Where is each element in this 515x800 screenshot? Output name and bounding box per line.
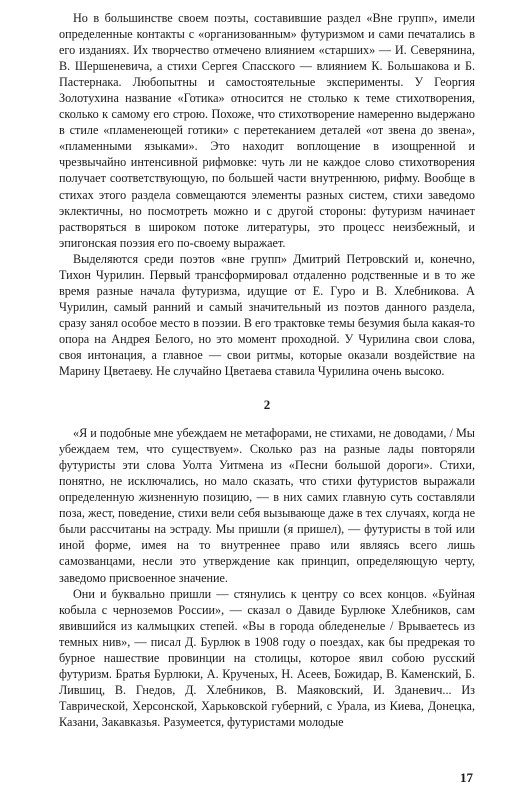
section-number: 2	[263, 397, 271, 413]
paragraph-petrovsky-churilin: Выделяются среди поэтов «вне групп» Дмитрий Петровский и, конечно, Тихон Чурилин. Первый трансформировал отдаленно родственные и в то же время разные начала футуризма, идущие от Е. Гуро и В. Хлебникова. А Чурилин, самый ранний и самый значительный из поэтов данного раздела, сразу занял особое место в поэзии. В его трактовке темы безумия была какая-то опора на Андрея Белого, но это момент проходной. У Чурилина свои слова, своя интонация, а главное — свои ритмы, которые оказали воздействие на Марину Цветаеву. Не случайно Цветаева ставила Чурилина очень высоко.	[59, 251, 475, 379]
paragraph-poets-outside-groups: Но в большинстве своем поэты, составившие раздел «Вне групп», имели определенные контакты с «организованным» футуризмом и сами печатались в его изданиях. Их творчество отмечено влиянием «старших» — И. Северянина, В. Шершеневича, а стихи Сергея Спасского — влиянием К. Большакова и Б. Пастернака. Любопытны и самостоятельные эксперименты. У Георгия Золотухина название «Готика» относится не столько к теме стихотворения, сколько к самому его строю. Похоже, что стихотворение намеренно выдержано в стиле «пламенеющей готики» с перетеканием деталей «от звена до звена», «пламенными языками». Это находит воплощение в изощренной и чрезвычайно интенсивной рифмовке: чуть ли не каждое слово стихотворения получает соответствующую, по большей части внутреннюю, рифму. Вообще в стихах этого раздела совмещаются элементы разных систем, стихи заведомо эклектичны, но посмотреть можно и с другой стороны: футуризм начинает растворяться в широком потоке литературы, это процесс неизбежный, и эпигонская поэзия его по-своему выражает.	[59, 11, 475, 250]
page-number: 17	[460, 770, 473, 785]
paragraph-they-came: Они и буквально пришли — стянулись к центру со всех концов. «Буйная кобыла с черноземов России», — сказал о Давиде Бурлюке Хлебников, сам явившийся из калмыцких степей. «Вы в города обледенелые / Врываетесь из темных нив», — писал Д. Бурлюк в 1908 году о поездах, как бы предрекая то бурное нашествие провинции на столицы, которое явил собою русский футуризм. Братья Бурлюки, А. Крученых, Н. Асеев, Божидар, В. Каменский, Б. Лившиц, В. Гнедов, Д. Хлебников, В. Маяковский, И. Зданевич... Из Таврической, Херсонской, Харьковской губерний, с Урала, из Киева, Донецка, Казани, Закавказья. Разумеется, футуристами молодые	[59, 586, 475, 729]
paragraph-whitman-quote: «Я и подобные мне убеждаем не метафорами, не стихами, не доводами, / Мы убеждаем тем, что существуем». Сколько раз на разные лады повторяли футуристы эти слова Уолта Уитмена из «Песни большой дороги». Стихи, понятно, не исключались, но мало сказать, что стихи футуристов выражали определенную жизненную позицию, — в них самих главную суть составляли поза, жест, поведение, стихи вели себя вызывающе даже в тех случаях, когда не были рассчитаны на эстраду. Мы пришли (я пришел), — футуристы в той или иной форме, имея на то внутреннее право или являясь всего лишь самозванцами, несли это утверждение как принцип, определяющую черту, заведомо присвоенное значение.	[59, 426, 475, 585]
